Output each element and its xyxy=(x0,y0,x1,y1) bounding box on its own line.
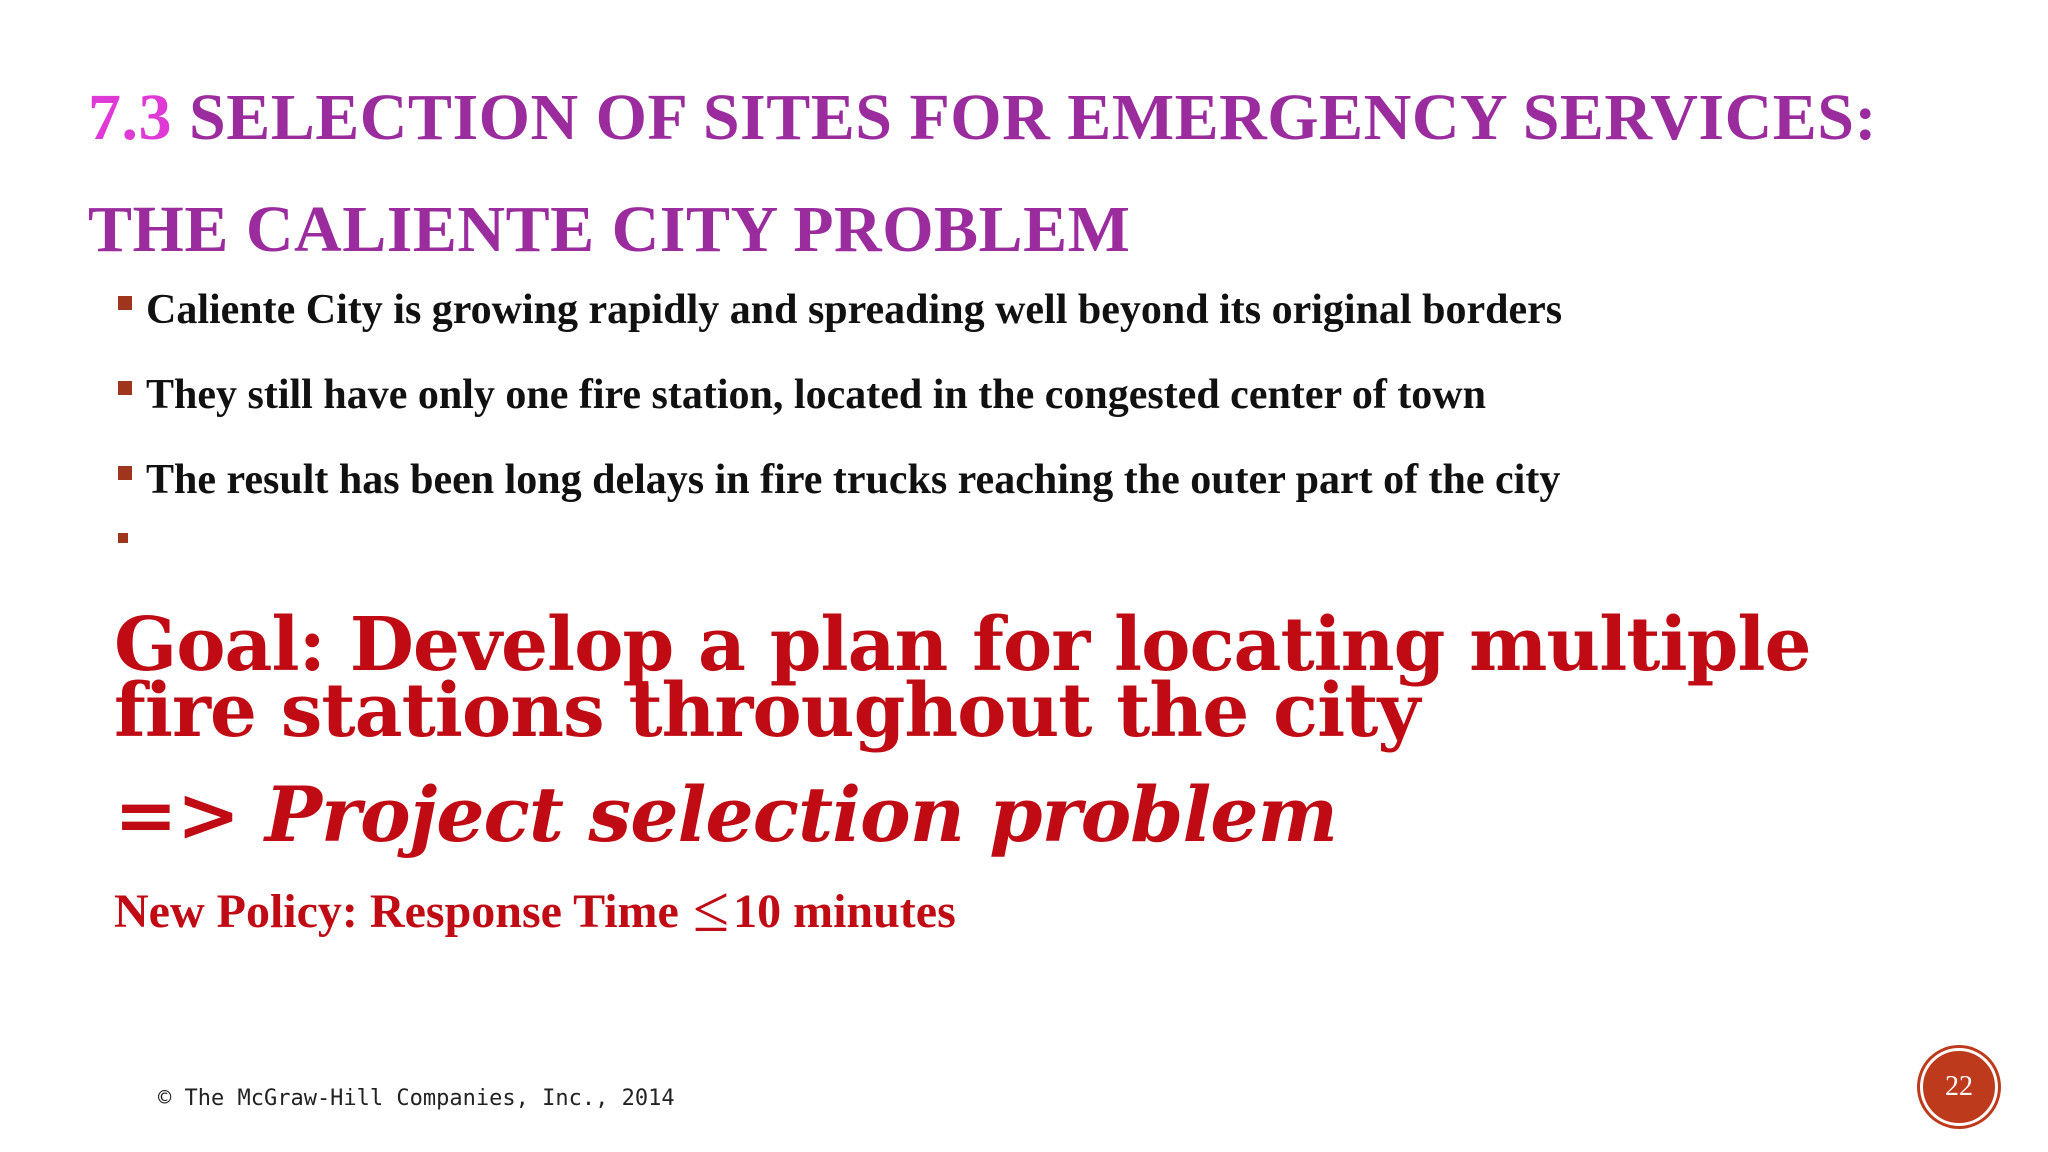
page-number: 22 xyxy=(1945,1071,1973,1102)
policy-line xyxy=(114,873,956,946)
page-number-badge xyxy=(1920,1048,1998,1126)
less-equal-symbol: ≤ xyxy=(692,873,730,946)
policy-label: New Policy: Response Time xyxy=(114,885,679,938)
implication-text: Project selection problem xyxy=(264,770,1338,859)
bullet-marker-icon xyxy=(118,466,132,480)
bullet-item xyxy=(118,278,1938,363)
implication-arrow: => xyxy=(114,770,240,859)
copyright-footer: © The McGraw-Hill Companies, Inc., 2014 xyxy=(158,1086,675,1111)
bullet-marker-icon xyxy=(118,381,132,395)
bullet-text: The result has been long delays in fire trucks reaching the outer part of the city xyxy=(146,457,1561,503)
bullet-list xyxy=(118,278,1938,618)
bullet-item xyxy=(118,363,1938,448)
bullet-text: Caliente City is growing rapidly and spreading well beyond its original borders xyxy=(146,287,1563,333)
section-number: 7.3 xyxy=(88,81,172,154)
bullet-marker-icon xyxy=(118,533,128,543)
bullet-text: They still have only one fire station, located in the congested center of town xyxy=(146,372,1487,418)
implication-line xyxy=(114,770,1337,860)
title-line-2: THE CALIENTE CITY PROBLEM xyxy=(88,193,1131,266)
slide-title xyxy=(88,62,1988,286)
bullet-marker-icon xyxy=(118,296,132,310)
policy-value: 10 minutes xyxy=(733,885,956,938)
bullet-item xyxy=(118,448,1938,533)
goal-statement: Goal: Develop a plan for locating multiple fire stations throughout the city xyxy=(114,602,1811,754)
title-line-1: SELECTION OF SITES FOR EMERGENCY SERVICES: xyxy=(189,81,1877,154)
